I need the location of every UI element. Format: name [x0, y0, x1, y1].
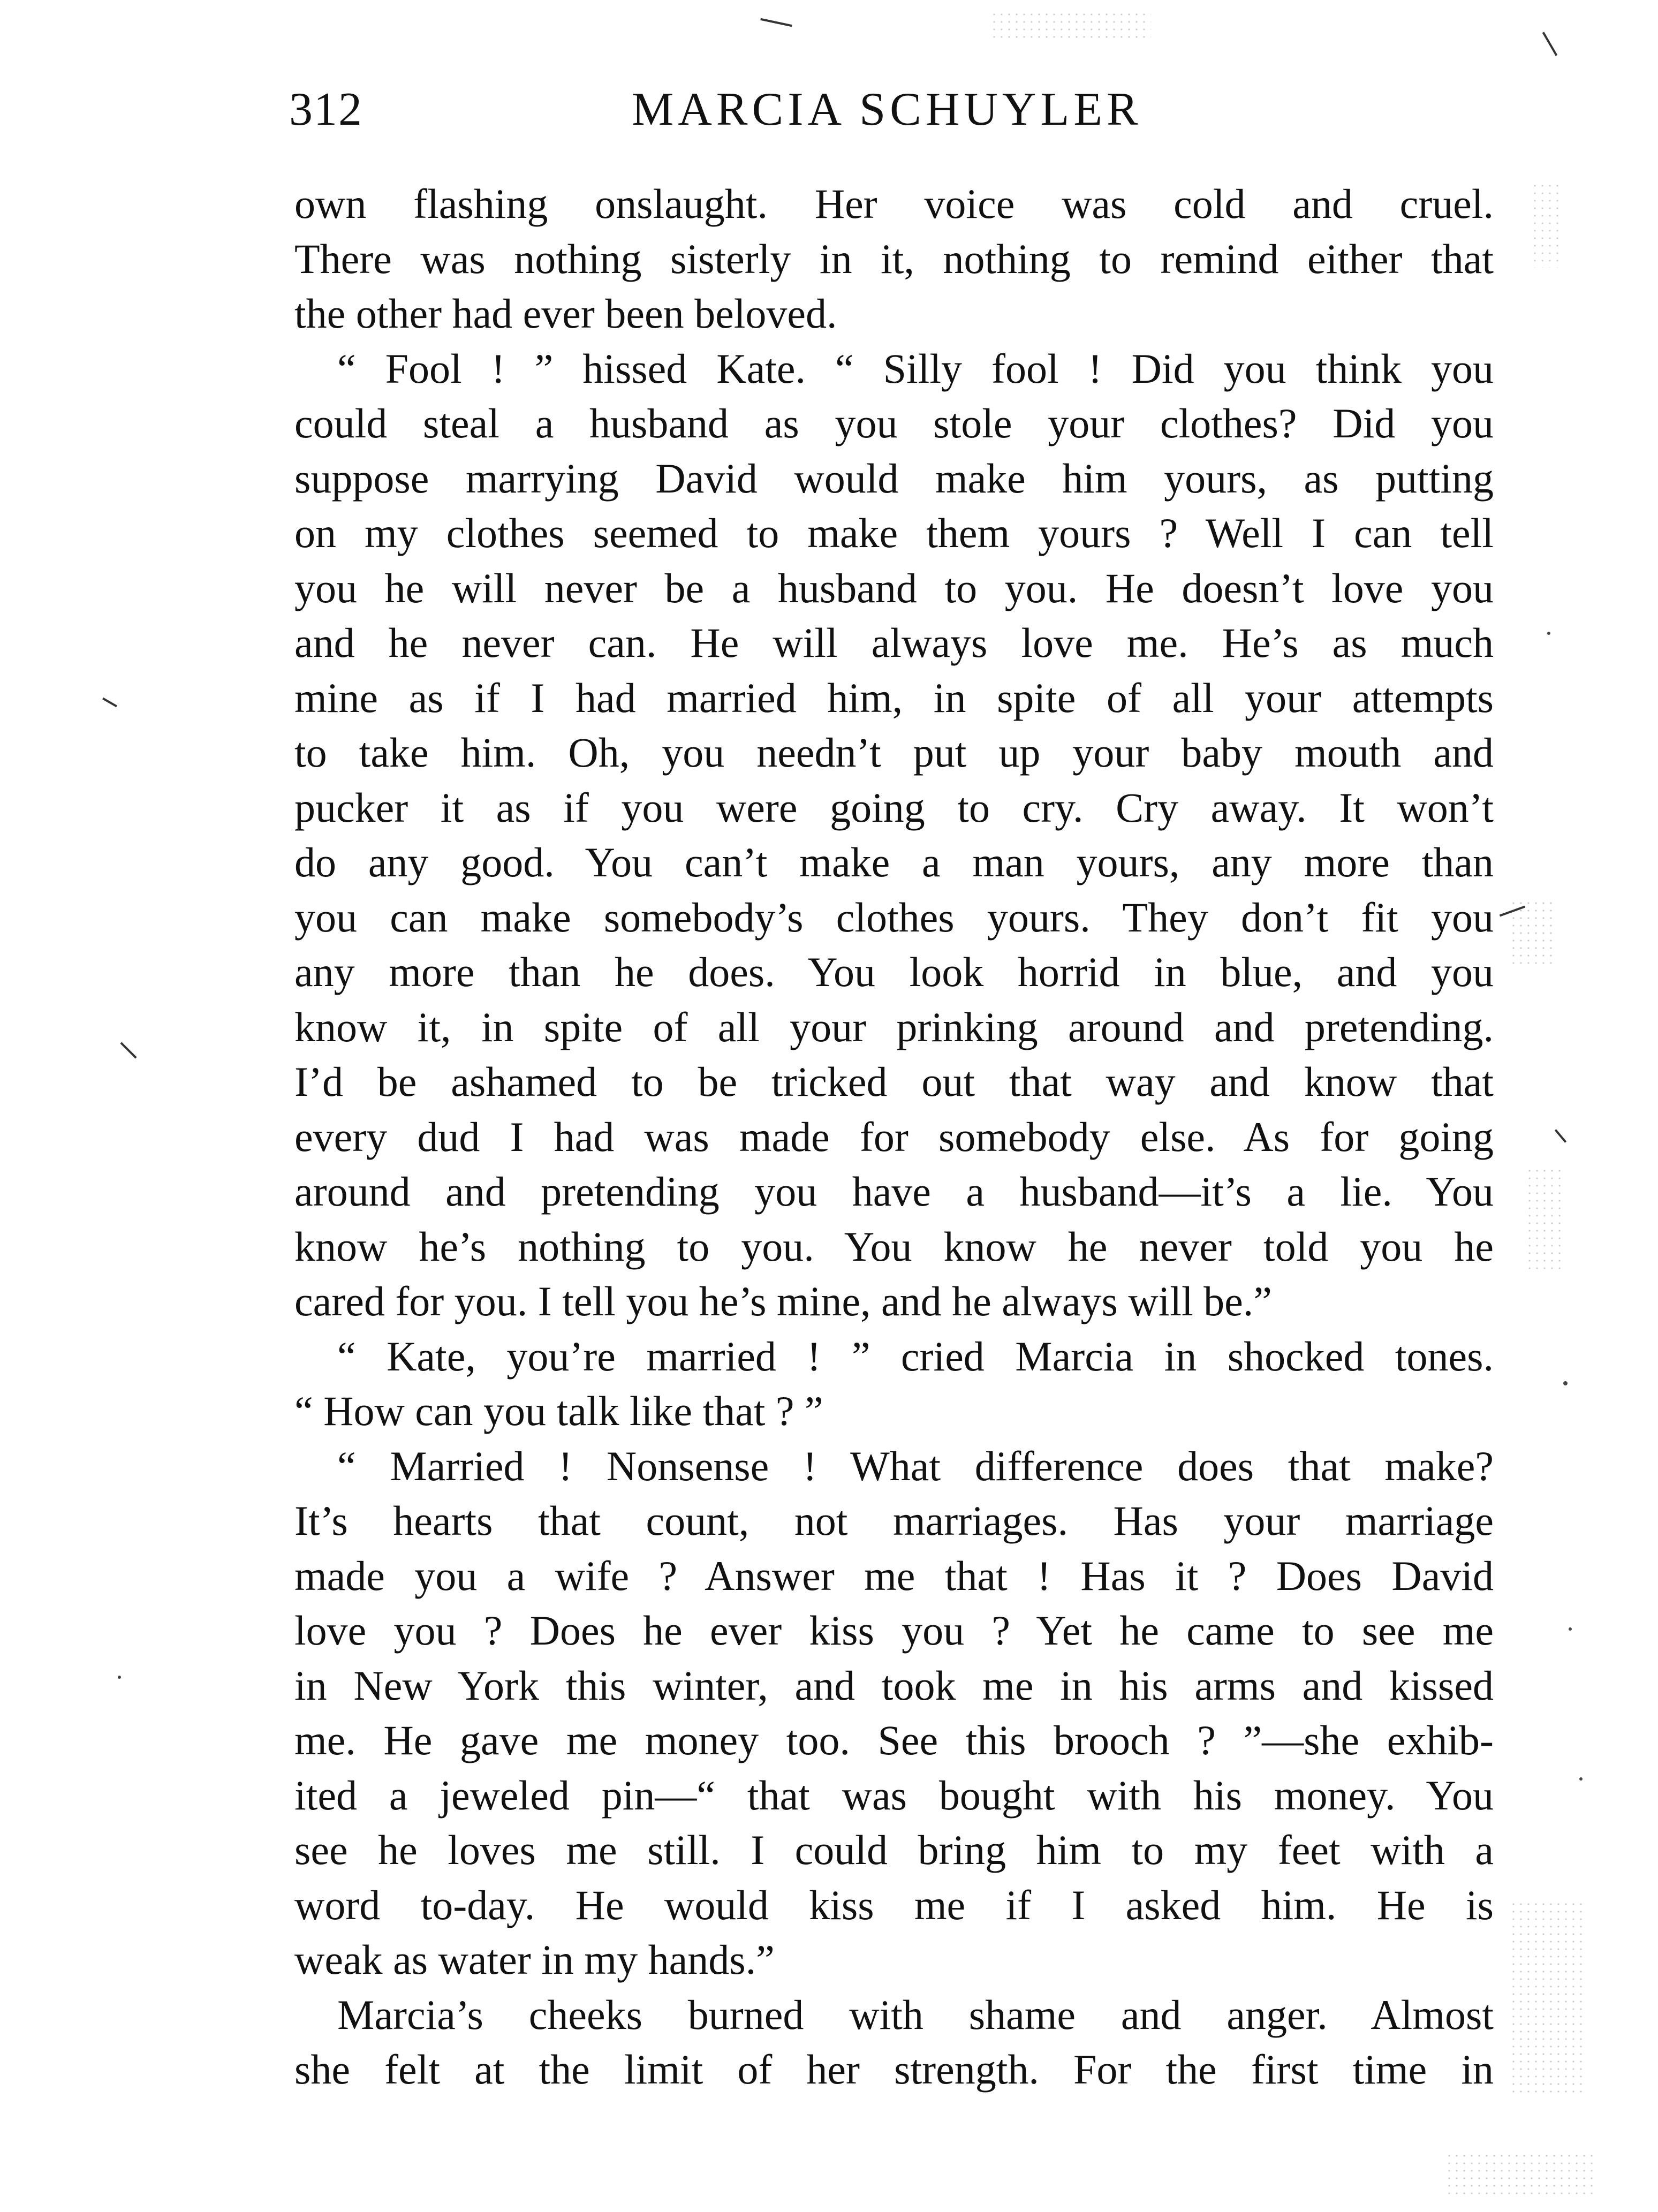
text-line: word to-day. He would kiss me if I asked him. He is — [294, 1881, 1494, 1928]
text-line: own flashing onslaught. Her voice was cold and cruel. — [294, 180, 1494, 227]
scan-mark — [120, 1042, 137, 1058]
scan-mark — [102, 698, 117, 707]
text-line: cared for you. I tell you he’s mine, and he always will be.” — [294, 1278, 1272, 1324]
scan-noise — [1510, 899, 1553, 964]
text-line: “ Kate, you’re married ! ” cried Marcia in shocked tones. — [337, 1332, 1494, 1380]
text-line: me. He gave me money too. See this brooch ? ”—she exhib- — [294, 1717, 1494, 1763]
page-header — [289, 75, 1499, 145]
scan-mark — [1542, 32, 1557, 56]
text-line: could steal a husband as you stole your clothes? Did you — [294, 400, 1494, 446]
scan-speck — [118, 1676, 121, 1679]
text-line: “ How can you talk like that ? ” — [294, 1388, 823, 1434]
page-number: 312 — [289, 84, 363, 135]
text-line: every dud I had was made for somebody else. As for going — [294, 1113, 1494, 1160]
scan-speck — [1547, 632, 1550, 635]
text-line: on my clothes seemed to make them yours ? Well I can tell — [294, 510, 1494, 556]
text-line: do any good. You can’t make a man yours, any more than — [294, 839, 1494, 885]
text-line: weak as water in my hands.” — [294, 1936, 775, 1983]
text-line: you can make somebody’s clothes yours. They don’t fit you — [294, 893, 1494, 941]
text-line: you he will never be a husband to you. He doesn’t love you — [294, 564, 1494, 611]
text-line: pucker it as if you were going to cry. Cry away. It won’t — [294, 784, 1494, 831]
text-line: love you ? Does he ever kiss you ? Yet he came to see me — [294, 1607, 1494, 1654]
scan-speck — [1569, 1627, 1572, 1631]
text-line: the other had ever been beloved. — [294, 290, 837, 337]
text-line: There was nothing sisterly in it, nothing to remind either that — [294, 235, 1494, 282]
scan-noise — [1526, 1167, 1563, 1274]
scan-noise — [1531, 182, 1563, 268]
text-line: know it, in spite of all your prinking around and pretending. — [294, 1003, 1494, 1050]
text-line: It’s hearts that count, not marriages. Has your marriage — [294, 1497, 1494, 1544]
text-line: she felt at the limit of her strength. For the first time in — [294, 2046, 1494, 2093]
text-line: Marcia’s cheeks burned with shame and anger. Almost — [337, 1991, 1494, 2038]
body-text — [294, 177, 1494, 2097]
scan-mark — [760, 18, 792, 27]
text-line: mine as if I had married him, in spite of all your attempts — [294, 674, 1494, 721]
text-line: made you a wife ? Answer me that ! Has it ? Does David — [294, 1552, 1494, 1599]
scan-noise — [990, 11, 1151, 43]
scan-speck — [1563, 1381, 1568, 1385]
running-head: MARCIA SCHUYLER — [632, 84, 1142, 135]
text-line: suppose marrying David would make him yours, as putting — [294, 454, 1494, 502]
text-line: I’d be ashamed to be tricked out that way and know that — [294, 1058, 1494, 1105]
text-line: and he never can. He will always love me. He’s as much — [294, 619, 1494, 666]
scan-speck — [1579, 1777, 1583, 1781]
text-line: know he’s nothing to you. You know he never told you he — [294, 1223, 1494, 1270]
text-line: “ Married ! Nonsense ! What difference does that make? — [337, 1442, 1494, 1489]
text-line: see he loves me still. I could bring him to my feet with a — [294, 1827, 1494, 1873]
text-line: “ Fool ! ” hissed Kate. “ Silly fool ! Did you think you — [337, 345, 1494, 392]
scan-mark — [1555, 1129, 1566, 1143]
scan-noise — [1445, 2152, 1595, 2195]
text-line: around and pretending you have a husband—it’s a lie. You — [294, 1168, 1494, 1215]
scan-noise — [1510, 1900, 1585, 2093]
text-line: in New York this winter, and took me in his arms and kissed — [294, 1662, 1494, 1709]
text-line: ited a jeweled pin—“ that was bought with his money. You — [294, 1771, 1494, 1819]
text-line: any more than he does. You look horrid in blue, and you — [294, 949, 1494, 995]
text-line: to take him. Oh, you needn’t put up your baby mouth and — [294, 729, 1494, 776]
